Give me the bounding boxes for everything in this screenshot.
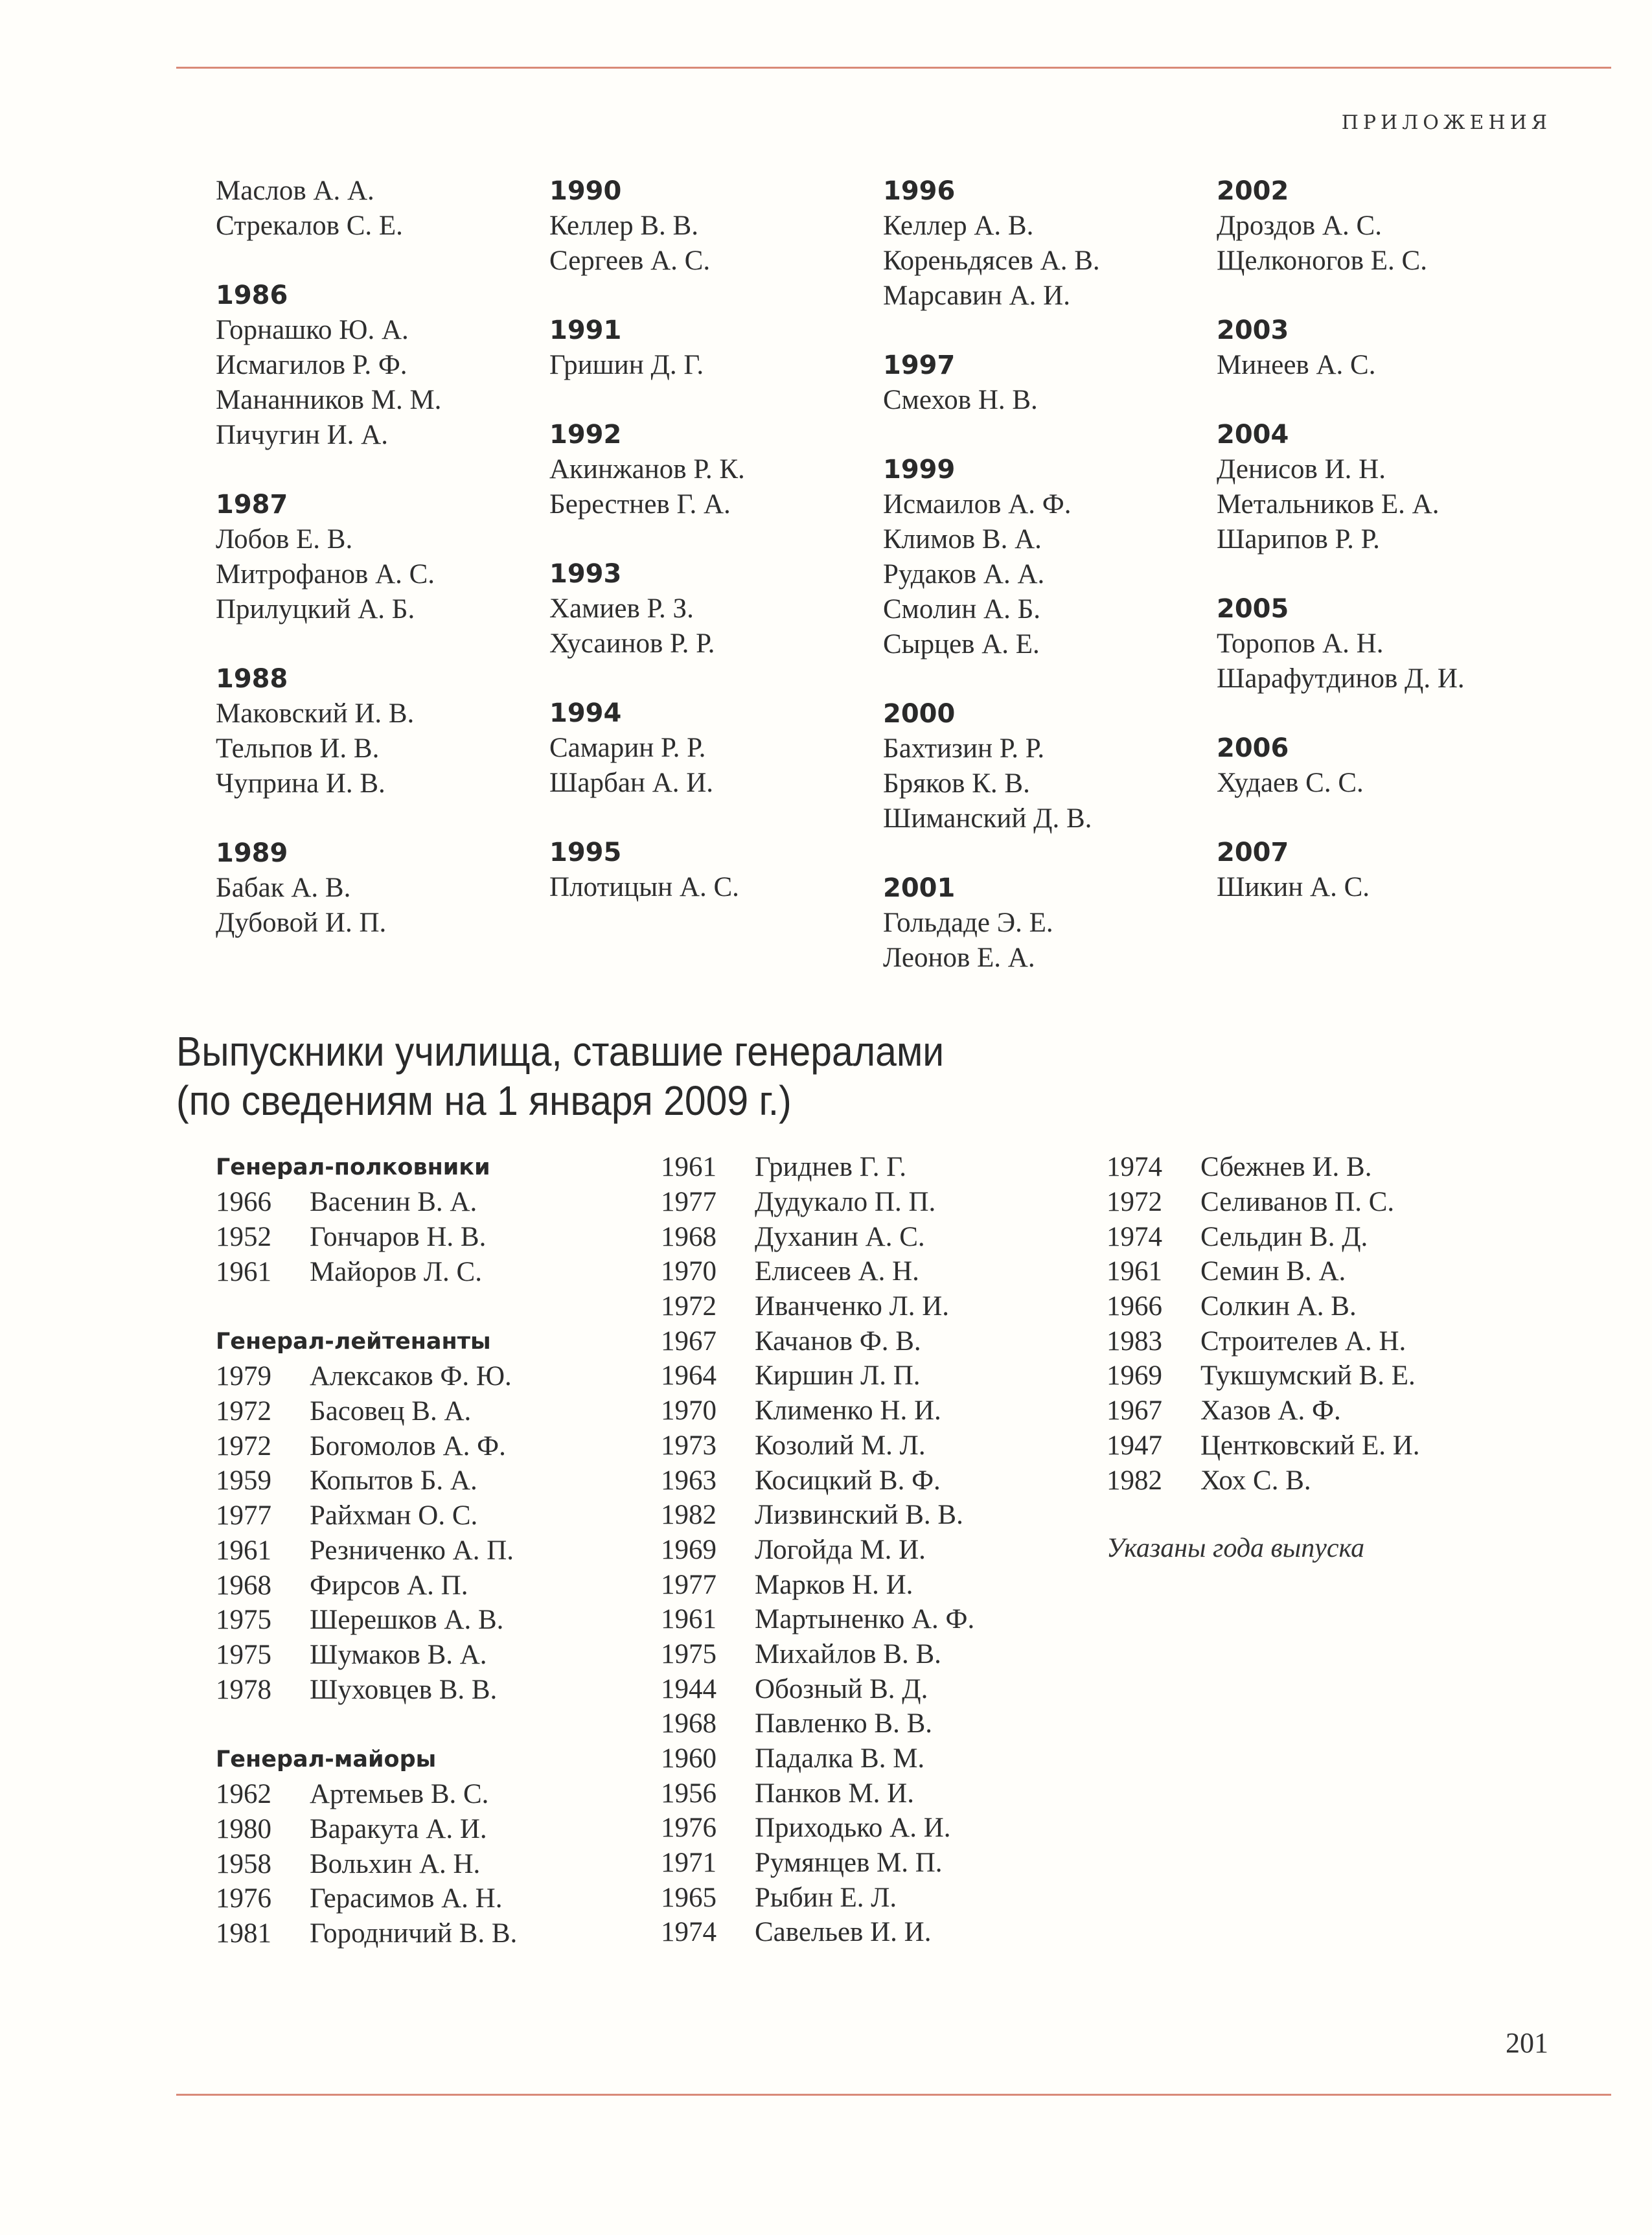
year-heading: 2007 bbox=[1217, 838, 1289, 867]
section-title-line: Выпускники училища, ставшие генералами bbox=[176, 1028, 945, 1075]
general-row bbox=[661, 1671, 1075, 1706]
general-name: Басовец В. А. bbox=[310, 1396, 472, 1427]
general-row bbox=[1107, 1324, 1521, 1358]
general-name: Гриднев Г. Г. bbox=[755, 1152, 906, 1183]
general-row bbox=[216, 1254, 630, 1289]
graduate-name: Бахтизин Р. Р. bbox=[883, 733, 1045, 764]
general-row bbox=[1107, 1463, 1521, 1498]
general-name: Качанов Ф. В. bbox=[755, 1325, 921, 1357]
general-row bbox=[216, 1916, 630, 1951]
graduate-name: Пичугин И. А. bbox=[216, 420, 388, 450]
year-group bbox=[1217, 174, 1541, 279]
general-row bbox=[661, 1498, 1075, 1533]
year-heading: 1986 bbox=[216, 281, 288, 310]
general-row bbox=[661, 1846, 1075, 1881]
graduation-year: 1976 bbox=[661, 1813, 717, 1844]
general-name: Тукшумский В. Е. bbox=[1200, 1360, 1416, 1392]
year-group bbox=[883, 174, 1207, 314]
graduate-name: Шиманский Д. В. bbox=[883, 803, 1092, 834]
general-name: Фирсов А. П. bbox=[310, 1570, 468, 1601]
general-row bbox=[216, 1846, 630, 1881]
graduate-name: Сырцев А. Е. bbox=[883, 629, 1040, 659]
general-row bbox=[661, 1706, 1075, 1741]
general-name: Центковский Е. И. bbox=[1200, 1430, 1420, 1461]
graduation-year: 1982 bbox=[1107, 1465, 1162, 1496]
graduation-year: 1961 bbox=[1107, 1256, 1162, 1287]
year-heading: 2006 bbox=[1217, 733, 1289, 763]
year-heading: 2000 bbox=[883, 699, 956, 729]
year-group bbox=[1217, 731, 1541, 801]
graduation-year: 1969 bbox=[661, 1534, 717, 1565]
general-name: Румянцев М. П. bbox=[755, 1848, 943, 1879]
graduation-year: 1958 bbox=[216, 1848, 271, 1879]
general-row bbox=[661, 1567, 1075, 1602]
general-name: Герасимов А. Н. bbox=[310, 1883, 503, 1914]
section-title bbox=[176, 1027, 944, 1125]
graduate-name: Мананников М. М. bbox=[216, 385, 442, 415]
section-title-line: (по сведениям на 1 января 2009 г.) bbox=[176, 1077, 792, 1124]
graduation-year: 1964 bbox=[661, 1360, 717, 1392]
rank-heading: Генерал-полковники bbox=[216, 1154, 490, 1180]
graduation-year: 1952 bbox=[216, 1222, 271, 1253]
year-heading: 2003 bbox=[1217, 315, 1289, 345]
general-row bbox=[661, 1637, 1075, 1672]
footer-rule bbox=[176, 2094, 1611, 2096]
general-name: Сельдин В. Д. bbox=[1200, 1221, 1368, 1252]
general-name: Солкин А. В. bbox=[1200, 1291, 1357, 1322]
graduation-year: 1978 bbox=[216, 1674, 271, 1705]
general-name: Резниченко А. П. bbox=[310, 1535, 514, 1566]
graduation-year: 1979 bbox=[216, 1361, 271, 1392]
general-row bbox=[216, 1394, 630, 1429]
general-name: Гончаров Н. В. bbox=[310, 1222, 487, 1253]
graduation-year: 1977 bbox=[661, 1569, 717, 1600]
general-name: Семин В. А. bbox=[1200, 1256, 1346, 1287]
general-name: Вольхин А. Н. bbox=[310, 1848, 481, 1879]
general-name: Райхман О. С. bbox=[310, 1500, 478, 1531]
graduation-year: 1947 bbox=[1107, 1430, 1162, 1461]
year-heading: 1997 bbox=[883, 350, 956, 380]
general-row bbox=[1107, 1219, 1521, 1254]
graduate-name: Маслов А. А. bbox=[216, 176, 374, 206]
general-row bbox=[216, 1638, 630, 1673]
graduation-year: 1961 bbox=[216, 1535, 271, 1566]
general-row bbox=[661, 1811, 1075, 1846]
general-name: Козолий М. Л. bbox=[755, 1430, 926, 1461]
graduation-year: 1961 bbox=[661, 1152, 717, 1183]
general-name: Городничий В. В. bbox=[310, 1918, 518, 1949]
year-group bbox=[883, 696, 1207, 836]
general-name: Павленко В. В. bbox=[755, 1708, 932, 1739]
graduation-year: 1961 bbox=[661, 1604, 717, 1635]
general-name: Логойда М. И. bbox=[755, 1534, 926, 1565]
general-name: Мартыненко А. Ф. bbox=[755, 1604, 975, 1635]
graduate-name: Акинжанов Р. К. bbox=[549, 454, 745, 485]
graduation-year: 1966 bbox=[216, 1187, 271, 1218]
graduate-name: Минеев А. С. bbox=[1217, 350, 1376, 380]
graduate-name: Гольдаде Э. Е. bbox=[883, 908, 1053, 938]
graduate-name: Хамиев Р. З. bbox=[549, 593, 694, 624]
year-group bbox=[216, 278, 540, 453]
general-name: Приходько А. И. bbox=[755, 1813, 951, 1844]
graduate-name: Метальников Е. А. bbox=[1217, 489, 1440, 520]
graduate-name: Денисов И. Н. bbox=[1217, 454, 1386, 485]
graduate-name: Бряков К. В. bbox=[883, 768, 1030, 799]
general-row bbox=[216, 1812, 630, 1847]
graduate-name: Рудаков А. А. bbox=[883, 559, 1045, 590]
general-row bbox=[216, 1220, 630, 1255]
year-group bbox=[216, 174, 540, 244]
graduation-year: 1968 bbox=[216, 1570, 271, 1601]
graduate-name: Шарбан А. И. bbox=[549, 768, 714, 798]
graduate-name: Митрофанов А. С. bbox=[216, 559, 435, 590]
graduation-year: 1972 bbox=[216, 1430, 271, 1461]
graduation-year: 1975 bbox=[216, 1605, 271, 1636]
graduate-name: Гришин Д. Г. bbox=[549, 350, 704, 380]
graduate-name: Плотицын А. С. bbox=[549, 872, 739, 902]
graduate-name: Шарафутдинов Д. И. bbox=[1217, 663, 1465, 694]
general-row bbox=[216, 1428, 630, 1463]
rank-group bbox=[661, 1150, 1075, 1950]
year-heading: 1991 bbox=[549, 315, 622, 345]
general-row bbox=[661, 1358, 1075, 1393]
general-name: Строителев А. Н. bbox=[1200, 1325, 1406, 1357]
general-row bbox=[1107, 1185, 1521, 1220]
graduation-year: 1973 bbox=[661, 1430, 717, 1461]
year-column bbox=[883, 174, 1207, 1010]
graduation-year: 1961 bbox=[216, 1256, 271, 1287]
general-row bbox=[216, 1533, 630, 1568]
running-head: ПРИЛОЖЕНИЯ bbox=[1341, 111, 1552, 134]
graduate-name: Худаев С. С. bbox=[1217, 768, 1364, 798]
general-row bbox=[661, 1324, 1075, 1358]
general-name: Дудукало П. П. bbox=[755, 1187, 936, 1218]
general-row bbox=[1107, 1358, 1521, 1393]
general-row bbox=[661, 1393, 1075, 1428]
general-row bbox=[661, 1741, 1075, 1776]
graduation-year: 1972 bbox=[661, 1291, 717, 1322]
graduation-year: 1974 bbox=[661, 1917, 717, 1948]
graduation-year: 1980 bbox=[216, 1813, 271, 1844]
general-row bbox=[661, 1428, 1075, 1463]
rank-heading: Генерал-майоры bbox=[216, 1746, 437, 1772]
general-row bbox=[216, 1881, 630, 1916]
general-name: Клименко Н. И. bbox=[755, 1395, 941, 1427]
graduation-year: 1970 bbox=[661, 1395, 717, 1427]
graduation-year: 1966 bbox=[1107, 1291, 1162, 1322]
graduation-year: 1967 bbox=[661, 1325, 717, 1357]
general-row bbox=[661, 1915, 1075, 1950]
general-name: Селиванов П. С. bbox=[1200, 1187, 1395, 1218]
graduate-name: Прилуцкий А. Б. bbox=[216, 594, 415, 625]
general-name: Шерешков А. В. bbox=[310, 1605, 504, 1636]
year-group bbox=[216, 487, 540, 627]
general-row bbox=[216, 1359, 630, 1394]
header-rule bbox=[176, 67, 1611, 69]
graduate-name: Тельпов И. В. bbox=[216, 733, 380, 764]
graduation-year: 1944 bbox=[661, 1673, 717, 1704]
general-name: Варакута А. И. bbox=[310, 1813, 487, 1844]
year-group bbox=[1217, 417, 1541, 557]
graduate-name: Дроздов А. С. bbox=[1217, 211, 1382, 241]
graduation-year: 1975 bbox=[661, 1638, 717, 1669]
general-name: Рыбин Е. Л. bbox=[755, 1882, 897, 1913]
general-row bbox=[661, 1602, 1075, 1637]
general-name: Майоров Л. С. bbox=[310, 1256, 482, 1287]
year-heading: 1994 bbox=[549, 698, 622, 728]
graduate-name: Келлер А. В. bbox=[883, 211, 1034, 241]
general-name: Духанин А. С. bbox=[755, 1221, 925, 1252]
general-name: Марков Н. И. bbox=[755, 1569, 913, 1600]
year-column bbox=[216, 174, 540, 975]
graduation-year: 1974 bbox=[1107, 1221, 1162, 1252]
graduate-name: Смолин А. Б. bbox=[883, 594, 1041, 625]
general-row bbox=[216, 1777, 630, 1812]
graduate-name: Щелконогов Е. С. bbox=[1217, 246, 1427, 276]
year-group bbox=[216, 661, 540, 801]
general-name: Артемьев В. С. bbox=[310, 1779, 489, 1810]
year-heading: 2005 bbox=[1217, 594, 1289, 624]
general-row bbox=[1107, 1289, 1521, 1324]
graduate-name: Шарипов Р. Р. bbox=[1217, 524, 1380, 555]
graduation-year: 1974 bbox=[1107, 1152, 1162, 1183]
graduate-name: Стрекалов С. Е. bbox=[216, 211, 403, 241]
general-row bbox=[216, 1568, 630, 1603]
general-name: Сбежнев И. В. bbox=[1200, 1152, 1372, 1183]
graduate-name: Келлер В. В. bbox=[549, 211, 698, 241]
graduation-year: 1963 bbox=[661, 1465, 717, 1496]
graduation-year: 1970 bbox=[661, 1256, 717, 1287]
general-row bbox=[216, 1603, 630, 1638]
rank-group bbox=[1107, 1150, 1521, 1498]
general-name: Иванченко Л. И. bbox=[755, 1291, 950, 1322]
year-heading: 1990 bbox=[549, 176, 622, 206]
general-name: Васенин В. А. bbox=[310, 1187, 477, 1218]
general-name: Копытов Б. А. bbox=[310, 1465, 477, 1496]
general-name: Михайлов В. В. bbox=[755, 1638, 941, 1669]
year-heading: 1996 bbox=[883, 176, 956, 206]
graduate-name: Маковский И. В. bbox=[216, 698, 415, 729]
graduation-year: 1981 bbox=[216, 1918, 271, 1949]
year-heading: 1987 bbox=[216, 490, 288, 520]
year-heading: 1989 bbox=[216, 838, 288, 868]
graduation-year: 1983 bbox=[1107, 1325, 1162, 1357]
graduation-year: 1972 bbox=[216, 1396, 271, 1427]
graduate-name: Самарин Р. Р. bbox=[549, 733, 706, 763]
generals-column bbox=[661, 1150, 1075, 1950]
graduation-year: 1971 bbox=[661, 1848, 717, 1879]
general-row bbox=[661, 1254, 1075, 1289]
general-row bbox=[661, 1533, 1075, 1568]
general-name: Хох С. В. bbox=[1200, 1465, 1311, 1496]
year-group bbox=[549, 417, 873, 522]
general-name: Лизвинский В. В. bbox=[755, 1500, 963, 1531]
graduate-name: Марсавин А. И. bbox=[883, 281, 1070, 311]
graduation-year: 1975 bbox=[216, 1639, 271, 1670]
general-row bbox=[661, 1776, 1075, 1811]
graduation-year: 1976 bbox=[216, 1883, 271, 1914]
year-heading: 1988 bbox=[216, 664, 288, 694]
graduation-year: 1977 bbox=[661, 1187, 717, 1218]
generals-column bbox=[216, 1150, 630, 1951]
graduation-year: 1967 bbox=[1107, 1395, 1162, 1427]
graduation-year: 1977 bbox=[216, 1500, 271, 1531]
year-heading: 1999 bbox=[883, 455, 956, 485]
graduation-year: 1965 bbox=[661, 1882, 717, 1913]
graduate-name: Хусаинов Р. Р. bbox=[549, 628, 715, 659]
year-heading: 1992 bbox=[549, 420, 622, 450]
graduation-year: 1982 bbox=[661, 1500, 717, 1531]
year-group bbox=[549, 556, 873, 661]
general-name: Богомолов А. Ф. bbox=[310, 1430, 506, 1461]
year-group bbox=[1217, 591, 1541, 696]
page-number: 201 bbox=[1506, 2027, 1548, 2059]
year-group bbox=[883, 452, 1207, 662]
year-heading: 1993 bbox=[549, 559, 622, 589]
general-name: Савельев И. И. bbox=[755, 1917, 932, 1948]
graduate-name: Горнашко Ю. А. bbox=[216, 315, 409, 345]
graduation-year: 1962 bbox=[216, 1779, 271, 1810]
year-group bbox=[883, 348, 1207, 418]
footnote: Указаны года выпуска bbox=[1107, 1533, 1365, 1563]
general-row bbox=[216, 1498, 630, 1533]
graduate-name: Сергеев А. С. bbox=[549, 246, 711, 276]
graduate-name: Дубовой И. П. bbox=[216, 908, 387, 938]
graduate-name: Кореньдясев А. В. bbox=[883, 246, 1100, 276]
year-group bbox=[1217, 835, 1541, 905]
general-row bbox=[216, 1672, 630, 1707]
year-column bbox=[1217, 174, 1541, 939]
graduate-name: Чуприна И. В. bbox=[216, 768, 385, 799]
general-row bbox=[661, 1880, 1075, 1915]
general-name: Обозный В. Д. bbox=[755, 1673, 928, 1704]
graduate-name: Берестнев Г. А. bbox=[549, 489, 731, 520]
general-name: Косицкий В. Ф. bbox=[755, 1465, 941, 1496]
general-row bbox=[661, 1463, 1075, 1498]
year-column bbox=[549, 174, 873, 939]
year-group bbox=[549, 174, 873, 279]
general-name: Елисеев А. Н. bbox=[755, 1256, 919, 1287]
graduate-name: Торопов А. Н. bbox=[1217, 628, 1384, 659]
rank-group bbox=[216, 1150, 630, 1289]
general-row bbox=[661, 1219, 1075, 1254]
graduation-year: 1969 bbox=[1107, 1360, 1162, 1392]
general-name: Киршин Л. П. bbox=[755, 1360, 921, 1392]
year-heading: 2004 bbox=[1217, 420, 1289, 450]
year-heading: 2001 bbox=[883, 873, 956, 903]
year-group bbox=[549, 835, 873, 905]
graduation-year: 1972 bbox=[1107, 1187, 1162, 1218]
general-row bbox=[216, 1185, 630, 1220]
general-row bbox=[1107, 1393, 1521, 1428]
graduate-name: Исмаилов А. Ф. bbox=[883, 489, 1072, 520]
general-name: Шуховцев В. В. bbox=[310, 1674, 498, 1705]
general-row bbox=[1107, 1428, 1521, 1463]
general-row bbox=[661, 1289, 1075, 1324]
year-group bbox=[1217, 313, 1541, 383]
year-group bbox=[549, 696, 873, 801]
graduate-name: Лобов Е. В. bbox=[216, 524, 353, 555]
general-row bbox=[661, 1185, 1075, 1220]
graduation-year: 1956 bbox=[661, 1778, 717, 1809]
general-name: Алексаков Ф. Ю. bbox=[310, 1361, 512, 1392]
graduate-name: Бабак А. В. bbox=[216, 873, 351, 903]
year-group bbox=[549, 313, 873, 383]
graduate-name: Шикин А. С. bbox=[1217, 872, 1370, 902]
year-heading: 2002 bbox=[1217, 176, 1289, 206]
graduation-year: 1960 bbox=[661, 1743, 717, 1774]
general-row bbox=[1107, 1254, 1521, 1289]
graduate-name: Смехов Н. В. bbox=[883, 385, 1038, 415]
year-group bbox=[216, 836, 540, 941]
general-row bbox=[216, 1463, 630, 1498]
year-heading: 1995 bbox=[549, 838, 622, 867]
general-name: Падалка В. М. bbox=[755, 1743, 925, 1774]
graduate-name: Исмагилов Р. Ф. bbox=[216, 350, 407, 380]
general-row bbox=[661, 1150, 1075, 1185]
graduate-name: Климов В. А. bbox=[883, 524, 1042, 555]
graduation-year: 1959 bbox=[216, 1465, 271, 1496]
rank-heading: Генерал-лейтенанты bbox=[216, 1329, 491, 1355]
graduation-year: 1968 bbox=[661, 1708, 717, 1739]
graduate-name: Леонов Е. А. bbox=[883, 943, 1035, 973]
rank-group bbox=[216, 1324, 630, 1707]
general-name: Панков М. И. bbox=[755, 1778, 914, 1809]
general-name: Хазов А. Ф. bbox=[1200, 1395, 1341, 1427]
general-name: Шумаков В. А. bbox=[310, 1639, 487, 1670]
rank-group bbox=[216, 1742, 630, 1951]
general-row bbox=[1107, 1150, 1521, 1185]
graduation-year: 1968 bbox=[661, 1221, 717, 1252]
year-group bbox=[883, 871, 1207, 976]
generals-column bbox=[1107, 1150, 1521, 1564]
